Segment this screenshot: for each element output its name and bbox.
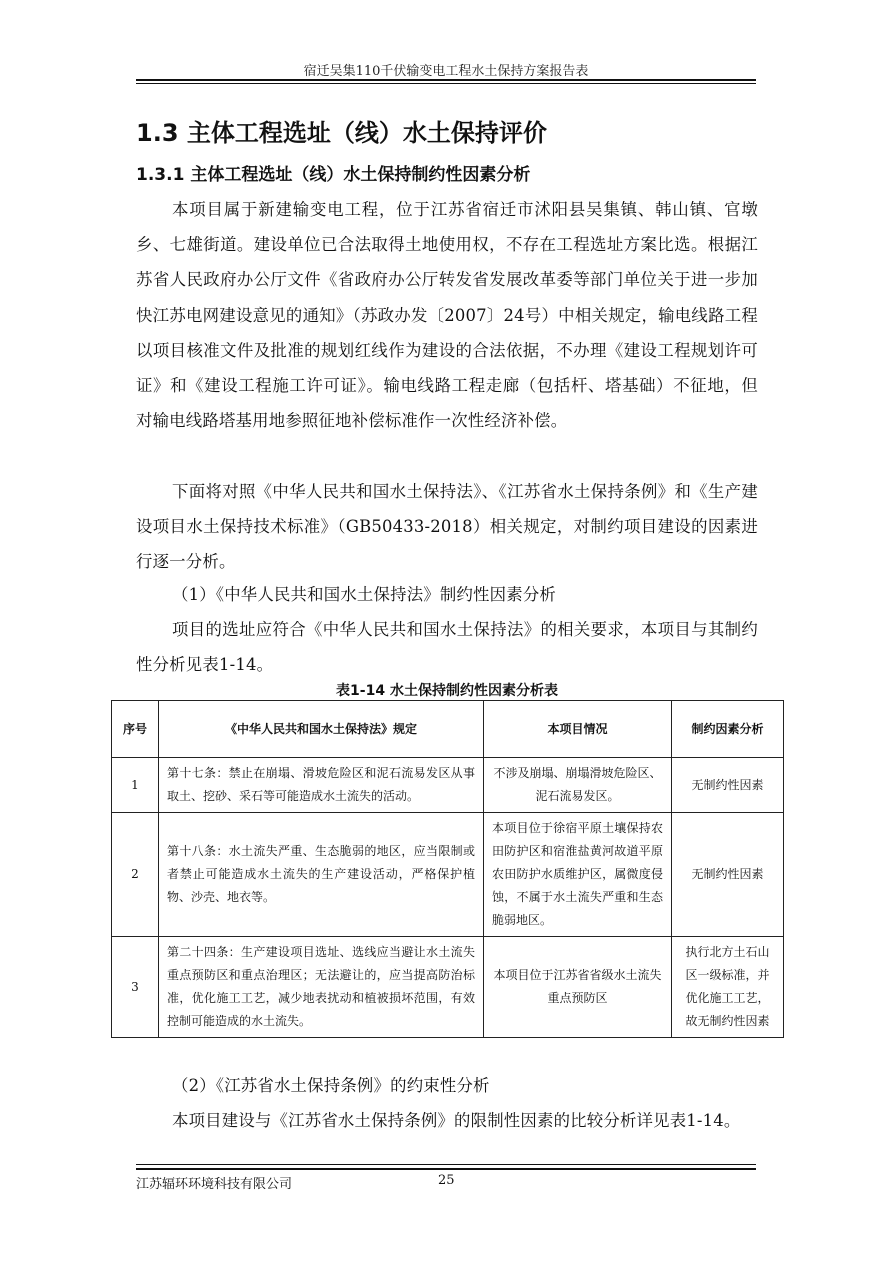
header-regulation: 《中华人民共和国水土保持法》规定 <box>159 701 484 758</box>
constraint-analysis-table <box>111 700 784 1038</box>
header-constraint-analysis: 制约因素分析 <box>672 701 784 758</box>
row-index: 3 <box>112 937 159 1038</box>
header-index: 序号 <box>112 701 159 758</box>
header-project-status: 本项目情况 <box>484 701 672 758</box>
row-regulation: 第十八条：水土流失严重、生态脆弱的地区，应当限制或者禁止可能造成水土流失的生产建设活动，严格保护植物、沙壳、地衣等。 <box>159 813 484 937</box>
page-header: 宿迁吴集110千伏输变电工程水土保持方案报告表 <box>303 64 589 79</box>
paragraph-project-location: 本项目属于新建输变电工程，位于江苏省宿迁市沭阳县吴集镇、韩山镇、官墩乡、七雄街道。建设单位已合法取得土地使用权，不存在工程选址方案比选。根据江苏省人民政府办公厅文件《省政府办公厅转发省发展改革委等部门单位关于进一步加快江苏电网建设意见的通知》（苏政办发〔2007〕24号）中相关规定，输电线路工程以项目核准文件及批准的规划红线作为建设的合法依据，不办理《建设工程规划许可证》和《建设工程施工许可证》。输电线路工程走廊（包括杆、塔基础）不征地，但对输电线路塔基用地参照征地补偿标准作一次性经济补偿。 <box>136 200 758 431</box>
row-index: 1 <box>112 758 159 813</box>
header-divider <box>136 79 756 81</box>
row-constraint-analysis: 无制约性因素 <box>672 758 784 813</box>
footer-divider <box>136 1168 756 1170</box>
table-row <box>112 758 784 813</box>
row-project-status: 本项目位于徐宿平原土壤保持农田防护区和宿淮盐黄河故道平原农田防护水质维护区，属微度侵蚀，不属于水土流失严重和生态脆弱地区。 <box>484 813 672 937</box>
paragraph-item-1-title: （1）《中华人民共和国水土保持法》制约性因素分析 <box>172 585 557 604</box>
table-caption: 表1-14 水土保持制约性因素分析表 <box>336 683 558 699</box>
footer-divider-thin <box>136 1164 756 1165</box>
paragraph-table-reference: 项目的选址应符合《中华人民共和国水土保持法》的相关要求，本项目与其制约性分析见表1-14。 <box>136 620 758 675</box>
row-constraint-analysis: 无制约性因素 <box>672 813 784 937</box>
row-project-status: 不涉及崩塌、崩塌滑坡危险区、泥石流易发区。 <box>484 758 672 813</box>
footer-company: 江苏辐环环境科技有限公司 <box>136 1177 293 1192</box>
table-row <box>112 937 784 1038</box>
table-header-row <box>112 701 784 758</box>
header-divider-thin <box>136 83 756 84</box>
paragraph-item-2-title: （2）《江苏省水土保持条例》的约束性分析 <box>172 1076 490 1095</box>
paragraph-analysis-intro: 下面将对照《中华人民共和国水土保持法》、《江苏省水土保持条例》和《生产建设项目水土保持技术标准》（GB50433-2018）相关规定，对制约项目建设的因素进行逐一分析。 <box>136 482 758 572</box>
row-project-status: 本项目位于江苏省省级水土流失重点预防区 <box>484 937 672 1038</box>
subsection-heading: 1.3.1 主体工程选址（线）水土保持制约性因素分析 <box>136 165 531 185</box>
row-regulation: 第十七条：禁止在崩塌、滑坡危险区和泥石流易发区从事取土、挖砂、采石等可能造成水土流失的活动。 <box>159 758 484 813</box>
page-number: 25 <box>438 1173 455 1188</box>
paragraph-comparison-reference: 本项目建设与《江苏省水土保持条例》的限制性因素的比较分析详见表1-14。 <box>172 1111 741 1130</box>
table-row <box>112 813 784 937</box>
row-index: 2 <box>112 813 159 937</box>
row-constraint-analysis: 执行北方土石山区一级标准，并优化施工工艺，故无制约性因素 <box>672 937 784 1038</box>
section-heading: 1.3 主体工程选址（线）水土保持评价 <box>136 119 547 147</box>
row-regulation: 第二十四条：生产建设项目选址、选线应当避让水土流失重点预防区和重点治理区；无法避让的，应当提高防治标准，优化施工工艺，减少地表扰动和植被损坏范围，有效控制可能造成的水土流失。 <box>159 937 484 1038</box>
